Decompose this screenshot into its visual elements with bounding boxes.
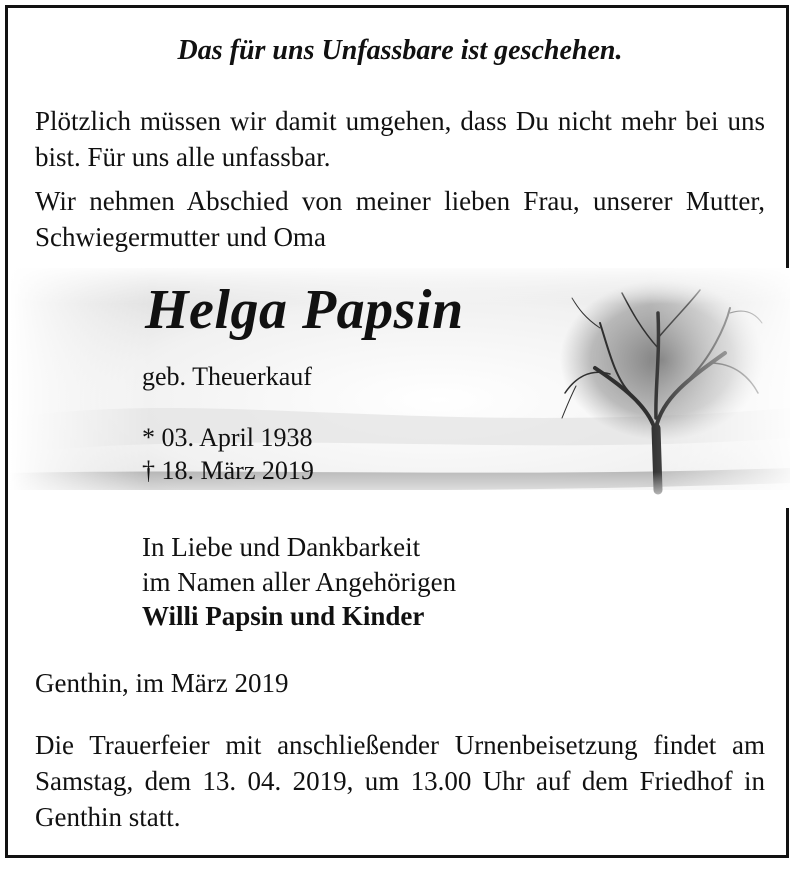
signoff-line-2: im Namen aller Angehörigen [142,567,457,597]
intro-paragraph-2: Wir nehmen Abschied von meiner lieben Frau, unserer Mutter, Schwiegermutter und Oma [35,186,765,252]
birth-date: * 03. April 1938 [142,423,313,452]
place-date: Genthin, im März 2019 [35,668,289,698]
birth-name: geb. Theuerkauf [142,362,312,391]
deceased-name: Helga Papsin [145,279,464,341]
intro-paragraph-1: Plötzlich müssen wir damit umgehen, dass Du nicht mehr bei uns bist. Für uns alle unfassbar. [35,106,765,172]
family-signature: Willi Papsin und Kinder [142,601,425,631]
signoff-line-1: In Liebe und Dankbarkeit [142,532,421,562]
death-date: † 18. März 2019 [142,456,314,485]
funeral-notice: Die Trauerfeier mit anschließender Urnenbeisetzung findet am Samstag, dem 13. 04. 2019, um 13.00 Uhr auf dem Friedhof in Genthin statt. [35,730,765,832]
headline: Das für uns Unfassbare ist geschehen. [177,35,623,66]
